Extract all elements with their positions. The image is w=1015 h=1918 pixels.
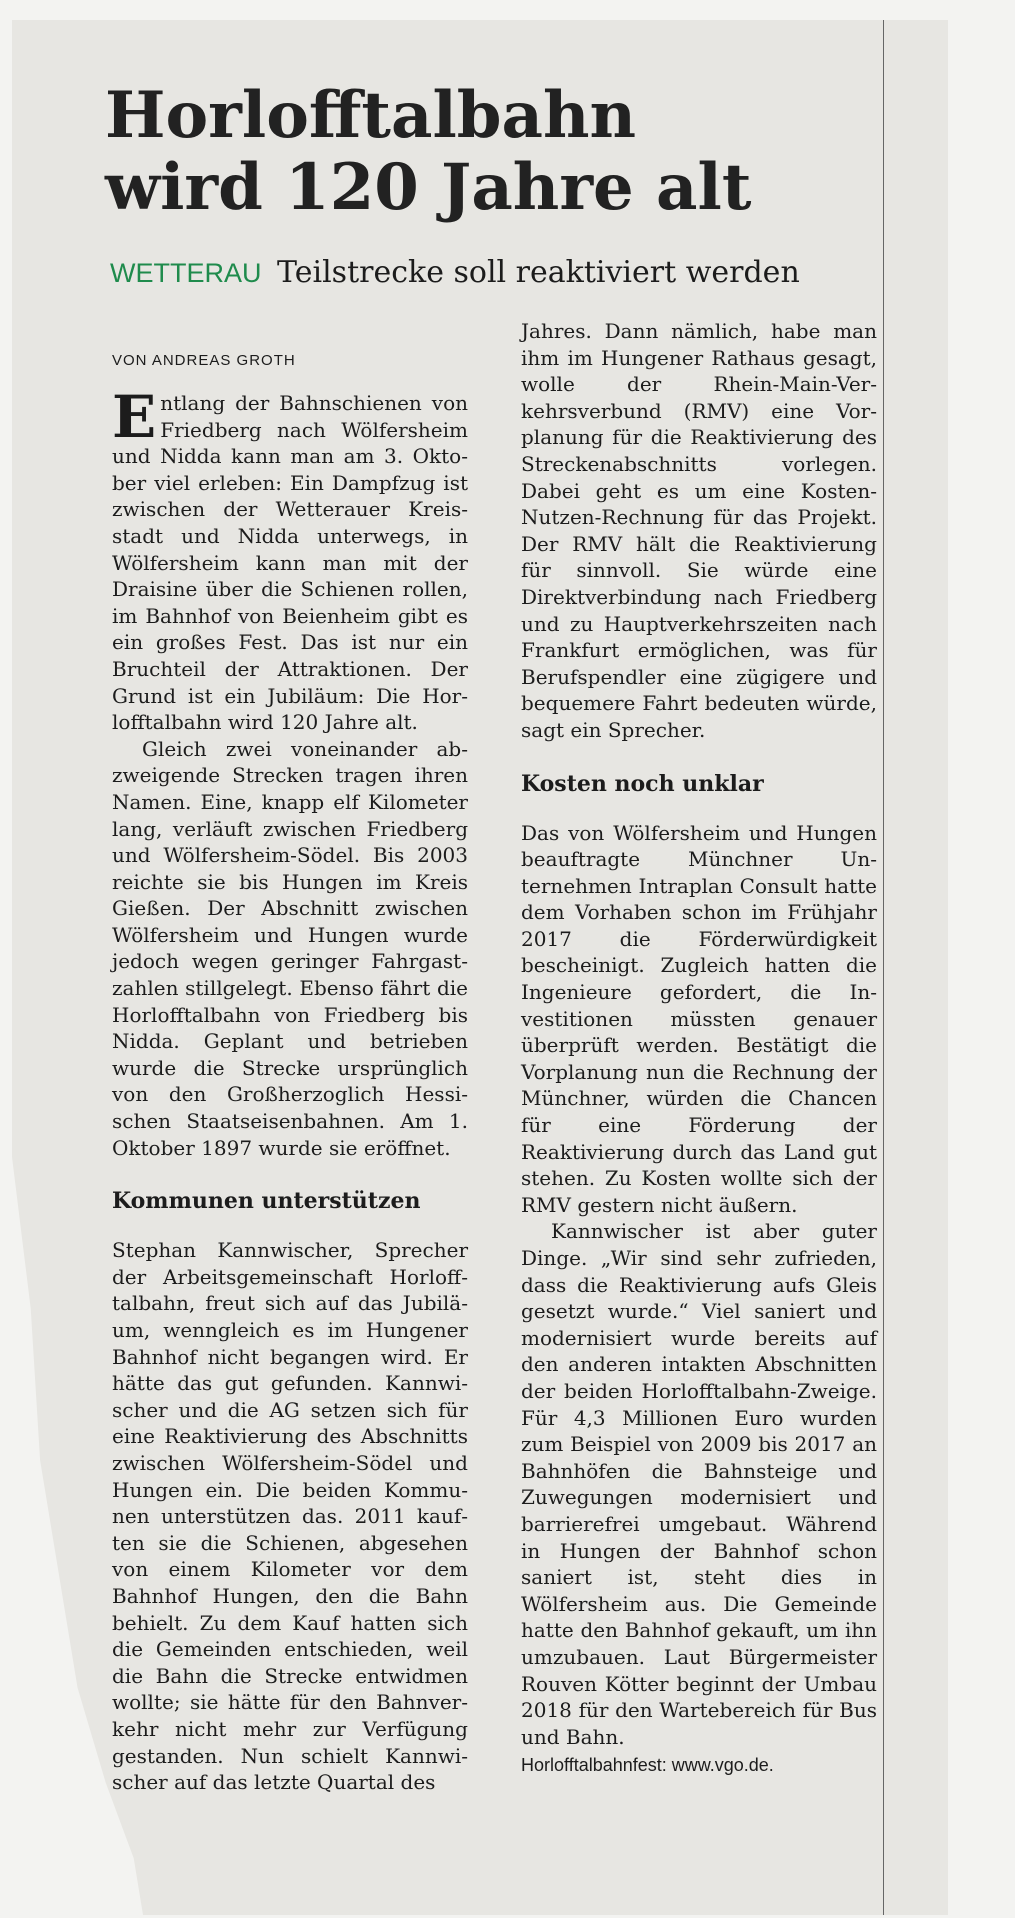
column-left bbox=[112, 383, 468, 1796]
kicker: WETTERAU bbox=[110, 258, 262, 288]
headline-line-2: wird 120 Jahre alt bbox=[105, 150, 752, 225]
paragraph-intro-text: ntlang der Bahnschienen von Friedberg nach Wölfersheim und Nidda kann man am 3. Oktober viel erleben: Ein Dampfzug ist zwischen der Wetterauer Kreisstadt und Nidda unterwegs, in Wölfersheim kann man mit der Draisine über die Schienen rollen, im Bahnhof von Beienheim gibt es ein großes Fest. Das ist nur ein Bruchteil der Attraktionen. Der Grund ist ein Jubiläum: Die Horlofftalbahn wird 120 Jahre alt. bbox=[112, 391, 468, 735]
paragraph: Kannwischer ist aber guter Dinge. „Wir sind sehr zufrieden, dass die Reaktivierung aufs Gleis gesetzt wurde.“ Viel saniert und modernisiert wurde bereits auf den anderen intakten Abschnitten der beiden Horlofftalbahn-Zweige. Für 4,3 Millionen Euro wurden zum Beispiel von 2009 bis 2017 an Bahnhöfen die Bahnsteige und Zuwegungen modernisiert und barrierefrei umgebaut. Während in Hungen der Bahnhof schon saniert ist, steht dies in Wölfersheim aus. Die Gemeinde hatte den Bahnhof gekauft, um ihn umzubauen. Laut Bürgermeister Rouven Kötter beginnt der Umbau 2018 für den Wartebereich für Bus und Bahn. bbox=[521, 1219, 877, 1749]
paragraph: Das von Wölfersheim und Hungen beauftragte Münchner Unternehmen Intraplan Consult hatte dem Vorhaben schon im Frühjahr 2017 die Förderwürdigkeit bescheinigt. Zugleich hatten die Ingenieure gefordert, die Investitionen müssten genauer überprüft werden. Bestätigt die Vorplanung nun die Rechnung der Münchner, würden die Chancen für eine Förderung der Reaktivierung durch das Land gut stehen. Zu Kosten wollte sich der RMV gestern nicht äußern. bbox=[521, 820, 877, 1217]
subheading: Kommunen unterstützen bbox=[112, 1188, 421, 1215]
subheading: Kosten noch unklar bbox=[521, 770, 764, 797]
subheadline bbox=[110, 255, 800, 290]
drop-cap: E bbox=[112, 383, 157, 451]
column-right bbox=[521, 318, 877, 1779]
byline: VON ANDREAS GROTH bbox=[112, 352, 296, 369]
paragraph: Gleich zwei voneinander abzweigende Strecken tragen ihren Namen. Eine, knapp elf Kilometer lang, verläuft zwischen Friedberg und Wölfersheim-Södel. Bis 2003 reichte sie bis Hungen im Kreis Gießen. Der Abschnitt zwischen Wölfersheim und Hungen wurde jedoch wegen geringer Fahrgastzahlen stillgelegt. Ebenso fährt die Horlofftalbahn von Friedberg bis Nidda. Geplant und betrieben wurde die Strecke ursprünglich von den Großherzoglich Hessischen Staatseisenbahnen. Am 1. Oktober 1897 wurde sie eröffnet. bbox=[112, 736, 468, 1160]
column-rule bbox=[883, 20, 884, 1915]
paragraph: Stephan Kannwischer, Sprecher der Arbeitsgemeinschaft Horlofftalbahn, freut sich auf das Jubiläum, wenngleich es im Hungener Bahnhof nicht begangen wird. Er hätte das gut gefunden. Kannwischer und die AG setzen sich für eine Reaktivierung des Abschnitts zwischen Wölfersheim-Södel und Hungen ein. Die beiden Kommunen unterstützen das. 2011 kauften sie die Schienen, abgesehen von einem Kilometer vor dem Bahnhof Hungen, den die Bahn behielt. Zu dem Kauf hatten sich die Gemeinden entschieden, weil die Bahn die Strecke entwidmen wollte; sie hätte für den Bahnverkehr nicht mehr zur Verfügung gestanden. Nun schielt Kannwischer auf das letzte Quartal des bbox=[112, 1238, 468, 1795]
paragraph: Jahres. Dann nämlich, habe man ihm im Hungener Rathaus gesagt, wolle der Rhein-Main-Verkehrsverbund (RMV) eine Vorplanung für die Reaktivierung des Streckenabschnitts vorlegen. Dabei geht es um eine Kosten-Nutzen-Rechnung für das Projekt. Der RMV hält die Reaktivierung für sinnvoll. Sie würde eine Direktverbindung nach Friedberg und zu Hauptverkehrszeiten nach Frankfurt ermöglichen, was für Berufspendler eine zügigere und bequemere Fahrt bedeuten würde, sagt ein Sprecher. bbox=[521, 319, 877, 742]
headline bbox=[105, 80, 885, 224]
headline-line-1: Horlofftalbahn bbox=[105, 78, 637, 153]
paragraph-intro bbox=[112, 383, 468, 736]
subtitle: Teilstrecke soll reaktiviert werden bbox=[277, 255, 800, 290]
footnote: Horlofftalbahnfest: www.vgo.de. bbox=[521, 1755, 774, 1776]
